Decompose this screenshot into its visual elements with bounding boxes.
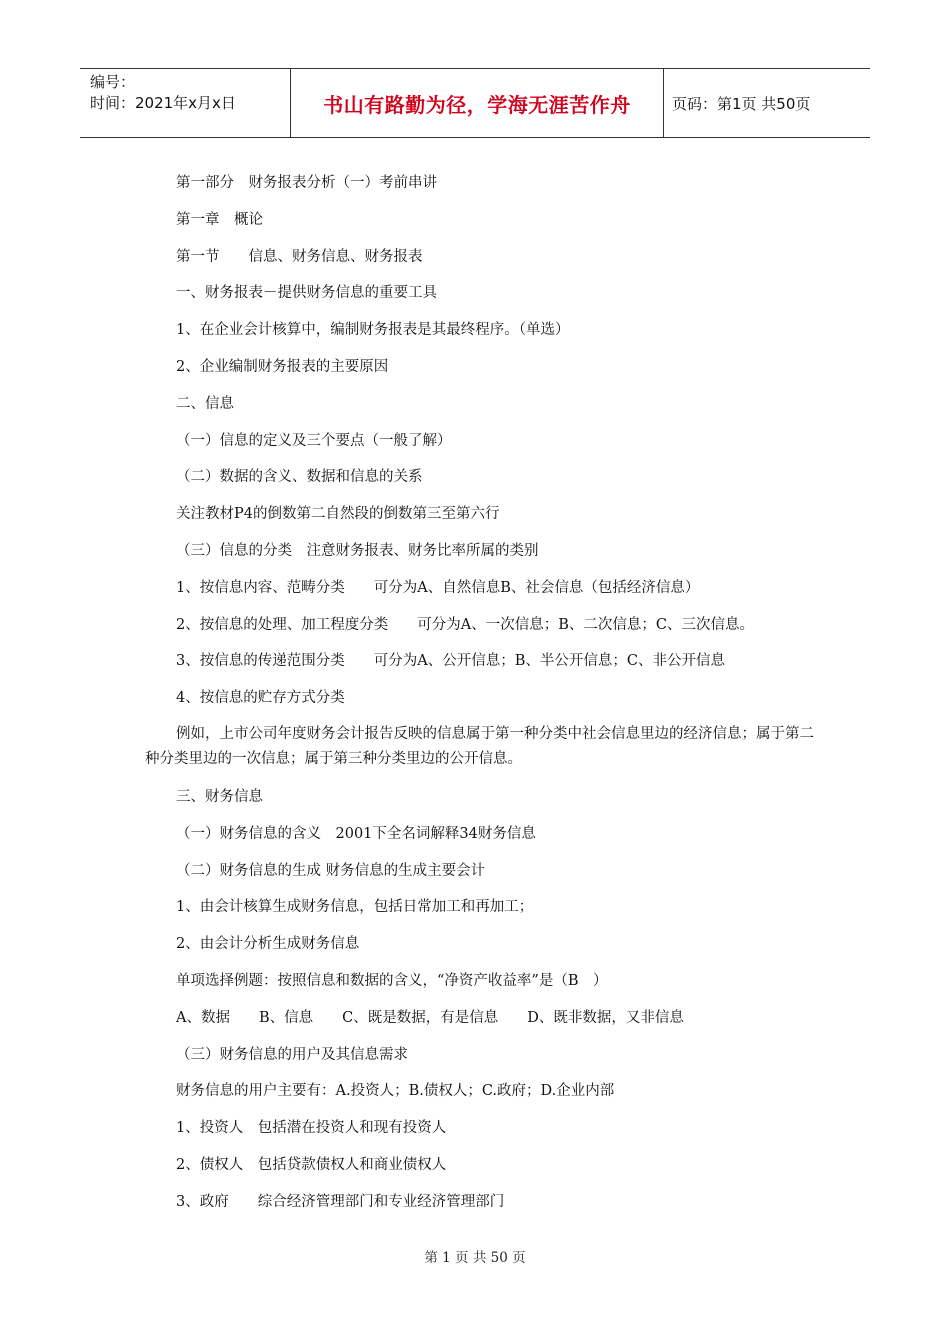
text-line: （二）财务信息的生成 财务信息的生成主要会计 bbox=[176, 862, 486, 879]
text-line: （三）财务信息的用户及其信息需求 bbox=[176, 1046, 408, 1063]
text-line: 二、信息 bbox=[176, 395, 234, 412]
text-line: 1、在企业会计核算中，编制财务报表是其最终程序。（单选） bbox=[176, 322, 570, 339]
text-line: （一）信息的定义及三个要点（一般了解） bbox=[176, 432, 452, 449]
text-line: A、数据 B、信息 C、既是数据，有是信息 D、既非数据，又非信息 bbox=[176, 1009, 684, 1026]
page-footer: 第 1 页 共 50 页 bbox=[424, 1250, 526, 1266]
example-paragraph: 例如，上市公司年度财务会计报告反映的信息属于第一种分类中社会信息里边的经济信息；属于第二种分类里边的一次信息；属于第三种分类里边的公开信息。 bbox=[145, 725, 814, 767]
header-page-info: 页码：第1页 共50页 bbox=[672, 94, 811, 113]
text-line: 2、由会计分析生成财务信息 bbox=[176, 936, 360, 953]
text-line: 3、按信息的传递范围分类 可分为A、公开信息；B、半公开信息；C、非公开信息 bbox=[176, 653, 725, 670]
text-line: 3、政府 综合经济管理部门和专业经济管理部门 bbox=[176, 1193, 505, 1210]
number-label: 编号： bbox=[90, 73, 136, 91]
header-meta bbox=[80, 69, 290, 137]
header-motto: 书山有路勤为径，学海无涯苦作舟 bbox=[290, 69, 664, 137]
text-line: 4、按信息的贮存方式分类 bbox=[176, 690, 345, 707]
text-line: （三）信息的分类 注意财务报表、财务比率所属的类别 bbox=[176, 542, 539, 559]
time-label: 时间：2021年x月x日 bbox=[90, 94, 236, 112]
text-line: 1、按信息内容、范畴分类 可分为A、自然信息B、社会信息（包括经济信息） bbox=[176, 579, 700, 596]
text-line: 1、投资人 包括潜在投资人和现有投资人 bbox=[176, 1120, 447, 1137]
document-body bbox=[145, 170, 825, 1226]
text-line: （一）财务信息的含义 2001下全名词解释34财务信息 bbox=[176, 825, 536, 842]
section-heading: 第一节 信息、财务信息、财务报表 bbox=[176, 248, 423, 265]
chapter-heading: 第一章 概论 bbox=[176, 211, 263, 228]
text-line: 2、企业编制财务报表的主要原因 bbox=[176, 358, 389, 375]
text-line: 1、由会计核算生成财务信息，包括日常加工和再加工； bbox=[176, 899, 534, 916]
text-line: 三、财务信息 bbox=[176, 788, 263, 805]
text-line: 财务信息的用户主要有：A.投资人；B.债权人；C.政府；D.企业内部 bbox=[176, 1083, 615, 1100]
text-line: 2、债权人 包括贷款债权人和商业债权人 bbox=[176, 1156, 447, 1173]
part-heading: 第一部分 财务报表分析（一）考前串讲 bbox=[176, 175, 437, 191]
text-line: 关注教材P4的倒数第二自然段的倒数第三至第六行 bbox=[176, 506, 500, 523]
text-line: 单项选择例题：按照信息和数据的含义，“净资产收益率”是（B ） bbox=[176, 972, 608, 989]
text-line: 一、财务报表－提供财务信息的重要工具 bbox=[176, 285, 437, 302]
page-header bbox=[80, 68, 870, 138]
text-line: （二）数据的含义、数据和信息的关系 bbox=[176, 469, 423, 486]
text-line: 2、按信息的处理、加工程度分类 可分为A、一次信息；B、二次信息；C、三次信息。 bbox=[176, 616, 754, 633]
